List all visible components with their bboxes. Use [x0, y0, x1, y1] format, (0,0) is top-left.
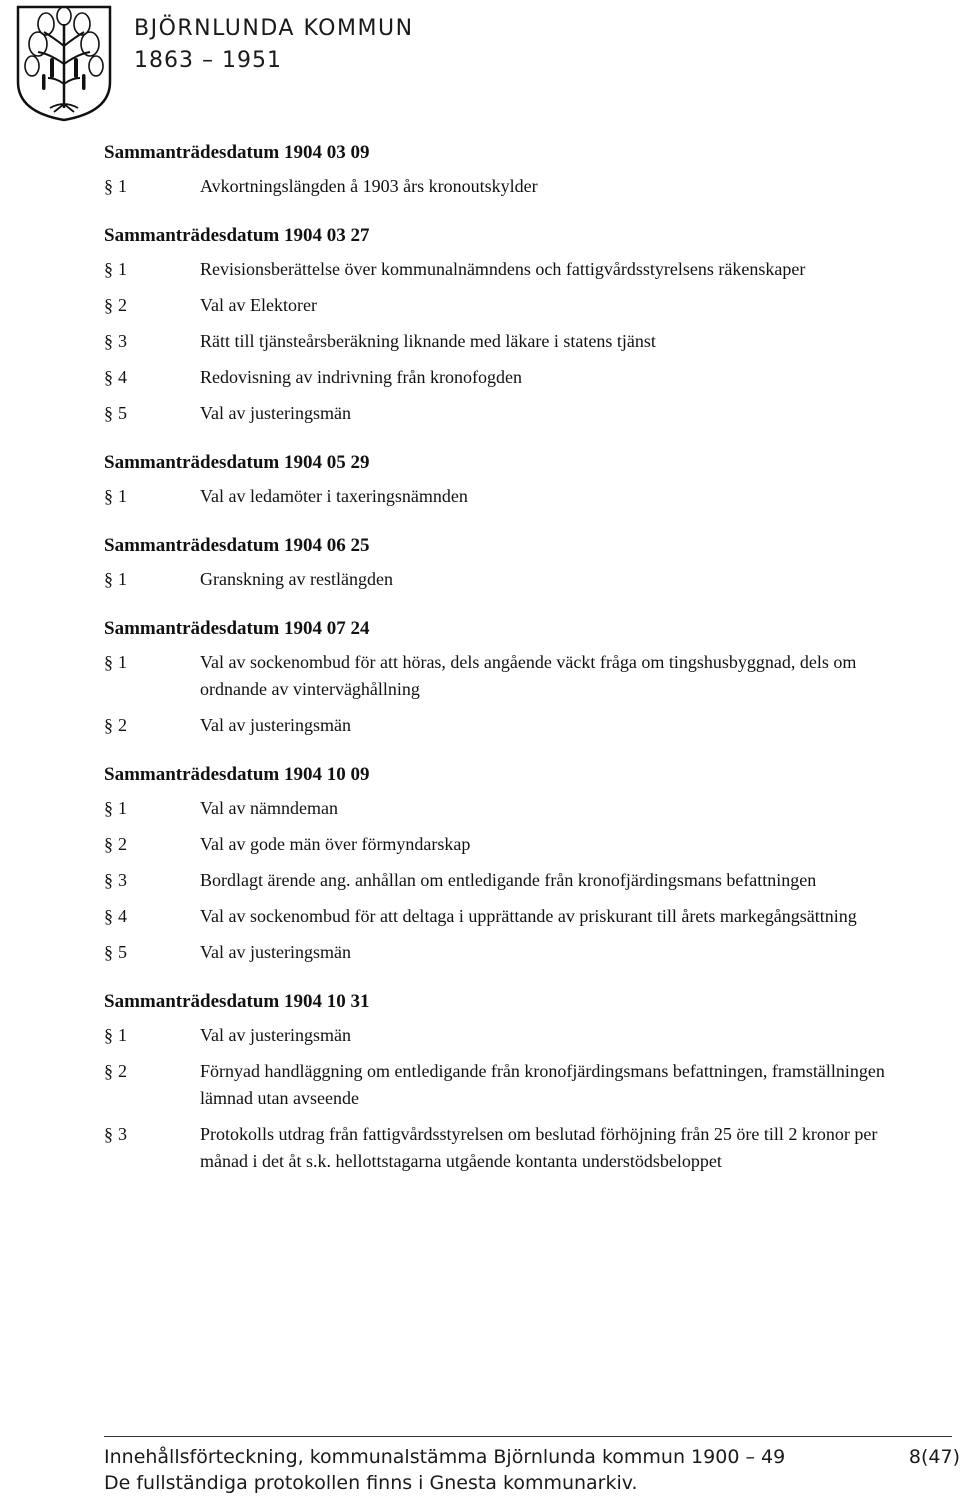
section-sign-icon: §	[104, 715, 113, 735]
item-number: 1	[118, 259, 127, 279]
page-number: 8(47)	[908, 1446, 960, 1468]
item-number: 3	[118, 331, 127, 351]
section-sign-icon: §	[104, 1124, 113, 1144]
item-number: 1	[118, 176, 127, 196]
item-number: 2	[118, 834, 127, 854]
item-text: Redovisning av indrivning från kronofogden	[200, 367, 522, 387]
section-sign-icon: §	[104, 295, 113, 315]
agenda-item	[104, 256, 924, 283]
item-text: Val av nämndeman	[200, 798, 338, 818]
meeting-section	[104, 450, 924, 510]
agenda-item	[104, 1022, 924, 1049]
item-number: 4	[118, 906, 127, 926]
agenda-item	[104, 712, 924, 739]
agenda-item	[104, 939, 924, 966]
item-text: Bordlagt ärende ang. anhållan om entledigande från kronofjärdingsmans befattningen	[200, 870, 817, 890]
footer-title: Innehållsförteckning, kommunalstämma Björnlunda kommun 1900 – 49	[104, 1446, 786, 1468]
agenda-item	[104, 649, 924, 703]
item-text: Val av Elektorer	[200, 295, 317, 315]
section-sign-icon: §	[104, 870, 113, 890]
agenda-item	[104, 400, 924, 427]
item-number: 5	[118, 403, 127, 423]
municipality-years: 1863 – 1951	[134, 48, 282, 73]
agenda-item	[104, 173, 924, 200]
meeting-index	[104, 140, 924, 1198]
item-number: 3	[118, 870, 127, 890]
agenda-item	[104, 903, 924, 930]
item-text: Val av gode män över förmyndarskap	[200, 834, 471, 854]
meeting-section	[104, 140, 924, 200]
agenda-item	[104, 328, 924, 355]
item-number: 1	[118, 798, 127, 818]
meeting-date: Sammanträdesdatum 1904 06 25	[104, 535, 370, 556]
item-text: Avkortningslängden å 1903 års kronoutskylder	[200, 176, 538, 196]
section-sign-icon: §	[104, 403, 113, 423]
item-text: Val av justeringsmän	[200, 942, 351, 962]
agenda-item	[104, 795, 924, 822]
item-text: Val av justeringsmän	[200, 1025, 351, 1045]
footer-line-2: De fullständiga protokollen finns i Gnesta kommunarkiv.	[104, 1472, 638, 1494]
item-number: 1	[118, 486, 127, 506]
agenda-item	[104, 483, 924, 510]
item-number: 1	[118, 1025, 127, 1045]
coat-of-arms-logo	[14, 4, 114, 122]
item-text: Val av sockenombud för att deltaga i upprättande av priskurant till årets markegångsättning	[200, 906, 857, 926]
meeting-date: Sammanträdesdatum 1904 05 29	[104, 452, 370, 473]
section-sign-icon: §	[104, 798, 113, 818]
item-number: 3	[118, 1124, 127, 1144]
item-number: 2	[118, 1061, 127, 1081]
section-sign-icon: §	[104, 1025, 113, 1045]
section-sign-icon: §	[104, 906, 113, 926]
item-text: Förnyad handläggning om entledigande från kronofjärdingsmans befattningen, framställningen lämnad utan avseende	[200, 1061, 885, 1108]
item-text: Rätt till tjänsteårsberäkning liknande med läkare i statens tjänst	[200, 331, 656, 351]
meeting-date: Sammanträdesdatum 1904 10 31	[104, 991, 370, 1012]
item-text: Val av ledamöter i taxeringsnämnden	[200, 486, 468, 506]
section-sign-icon: §	[104, 486, 113, 506]
meeting-date: Sammanträdesdatum 1904 10 09	[104, 764, 370, 785]
section-sign-icon: §	[104, 176, 113, 196]
agenda-item	[104, 566, 924, 593]
item-number: 2	[118, 295, 127, 315]
item-number: 5	[118, 942, 127, 962]
agenda-item	[104, 364, 924, 391]
meeting-section	[104, 762, 924, 966]
section-sign-icon: §	[104, 834, 113, 854]
item-text: Val av justeringsmän	[200, 403, 351, 423]
agenda-item	[104, 1058, 924, 1112]
section-sign-icon: §	[104, 942, 113, 962]
municipality-title: BJÖRNLUNDA KOMMUN	[134, 16, 414, 41]
item-text: Val av sockenombud för att höras, dels angående väckt fråga om tingshusbyggnad, dels om ordnande av vinterväghållning	[200, 652, 857, 699]
coat-of-arms-tree-icon	[14, 4, 114, 122]
agenda-item	[104, 831, 924, 858]
item-number: 2	[118, 715, 127, 735]
meeting-date: Sammanträdesdatum 1904 07 24	[104, 618, 370, 639]
item-number: 1	[118, 652, 127, 672]
meeting-section	[104, 223, 924, 427]
meeting-date: Sammanträdesdatum 1904 03 09	[104, 142, 370, 163]
agenda-item	[104, 292, 924, 319]
section-sign-icon: §	[104, 569, 113, 589]
section-sign-icon: §	[104, 1061, 113, 1081]
item-text: Protokolls utdrag från fattigvårdsstyrelsen om beslutad förhöjning från 25 öre till 2 kronor per månad i det åt s.k. hellottstagarna utgående kontanta understödsbeloppet	[200, 1124, 878, 1171]
meeting-date: Sammanträdesdatum 1904 03 27	[104, 225, 370, 246]
footer-divider	[104, 1436, 952, 1437]
footer-line-1	[104, 1446, 960, 1468]
item-text: Granskning av restlängden	[200, 569, 393, 589]
meeting-section	[104, 533, 924, 593]
item-text: Val av justeringsmän	[200, 715, 351, 735]
section-sign-icon: §	[104, 367, 113, 387]
meeting-section	[104, 616, 924, 739]
item-number: 4	[118, 367, 127, 387]
section-sign-icon: §	[104, 652, 113, 672]
section-sign-icon: §	[104, 259, 113, 279]
agenda-item	[104, 867, 924, 894]
agenda-item	[104, 1121, 924, 1175]
section-sign-icon: §	[104, 331, 113, 351]
meeting-section	[104, 989, 924, 1175]
item-number: 1	[118, 569, 127, 589]
item-text: Revisionsberättelse över kommunalnämndens och fattigvårdsstyrelsens räkenskaper	[200, 259, 806, 279]
